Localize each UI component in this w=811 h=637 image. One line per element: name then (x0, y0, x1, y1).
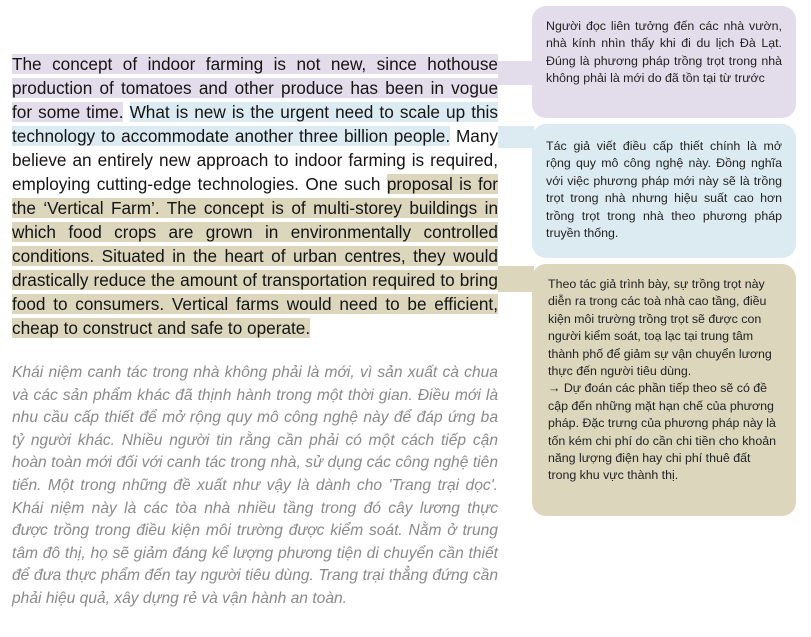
vietnamese-translation: Khái niệm canh tác trong nhà không phải là mới, vì sản xuất cà chua và các sản phẩm khác đã thịnh hành trong một thời gian. Điều mới là nhu cầu cấp thiết để mở rộng quy mô công nghệ này để đáp ứng ba tỷ người khác. Nhiều người tin rằng cần phải có một cách tiếp cận hoàn toàn mới đối với canh tác trong nhà, sử dụng các công nghệ tiên tiến. Một trong những đề xuất như vậy là dành cho 'Trang trại dọc'. Khái niệm này là các tòa nhà nhiều tầng trong đó cây lương thực được trồng trong điều kiện môi trường được kiểm soát. Nằm ở trung tâm đô thị, họ sẽ giảm đáng kể lượng phương tiện di chuyển cần thiết để đưa thực phẩm đến tay người tiêu dùng. Trang trại thẳng đứng cần phải hiệu quả, xây dựng rẻ và vận hành an toàn. (12, 364, 498, 607)
connector-band-tan (498, 266, 534, 292)
connector-band-purple (498, 61, 534, 85)
note-3-paragraph-2: → Dự đoán các phần tiếp theo sẽ có đề cập đến những mặt hạn chế của phương pháp. Đặc trưng của phương pháp này là tốn kém chi phí do cần chi tiền cho khoản năng lượng điện hay chi phí thuê đất trong khu vực thành thị. (548, 381, 776, 483)
note-3-paragraph-1: Theo tác giả trình bày, sự trồng trọt này diễn ra trong các toà nhà cao tầng, điều kiện môi trường trồng trọt sẽ được con người kiểm soát, toạ lạc tại trung tâm thành phố để giảm sự vận chuyển lương thực đến người tiêu dùng. (548, 277, 772, 379)
english-passage (12, 52, 498, 340)
passage-highlight-tan: proposal is for the ‘Vertical Farm’. The concept is of multi-storey buildings in which food crops are grown in environmentally controlled conditions. Situated in the heart of urban centres, they would drastically reduce the amount of transportation required to bring food to consumers. Vertical farms would need to be efficient, cheap to construct and safe to operate. (12, 174, 499, 338)
passage-highlight-blue: What is new is the urgent need to scale up this technology to accommodate another three billion people. (12, 102, 498, 146)
passage-highlight-purple: The concept of indoor farming is not new, since hothouse production of tomatoes and other produce has been in vogue for some time. (12, 54, 498, 122)
connector-band-blue (498, 126, 534, 148)
annotation-note-blue (532, 124, 796, 258)
note-2-text: Tác giả viết điều cấp thiết chính là mở rộng quy mô công nghệ này. Đồng nghĩa với việc phương pháp mới này sẽ là trồng trọt trong nhà nhưng hiệu suất cao hơn trồng trọt trong nhà theo phương pháp truyền thống. (546, 139, 782, 241)
annotation-note-tan (532, 264, 796, 516)
passage-plain-text: Many believe an entirely new approach to indoor farming is required, employing cutting-edge technologies. One such (12, 126, 498, 194)
note-1-text: Người đọc liên tưởng đến các nhà vườn, nhà kính nhìn thấy khi đi du lịch Đà Lạt. Đúng là phương pháp trồng trọt trong nhà không phải là mới do đã tồn tại từ trước (546, 19, 782, 86)
annotation-note-purple (532, 6, 796, 118)
